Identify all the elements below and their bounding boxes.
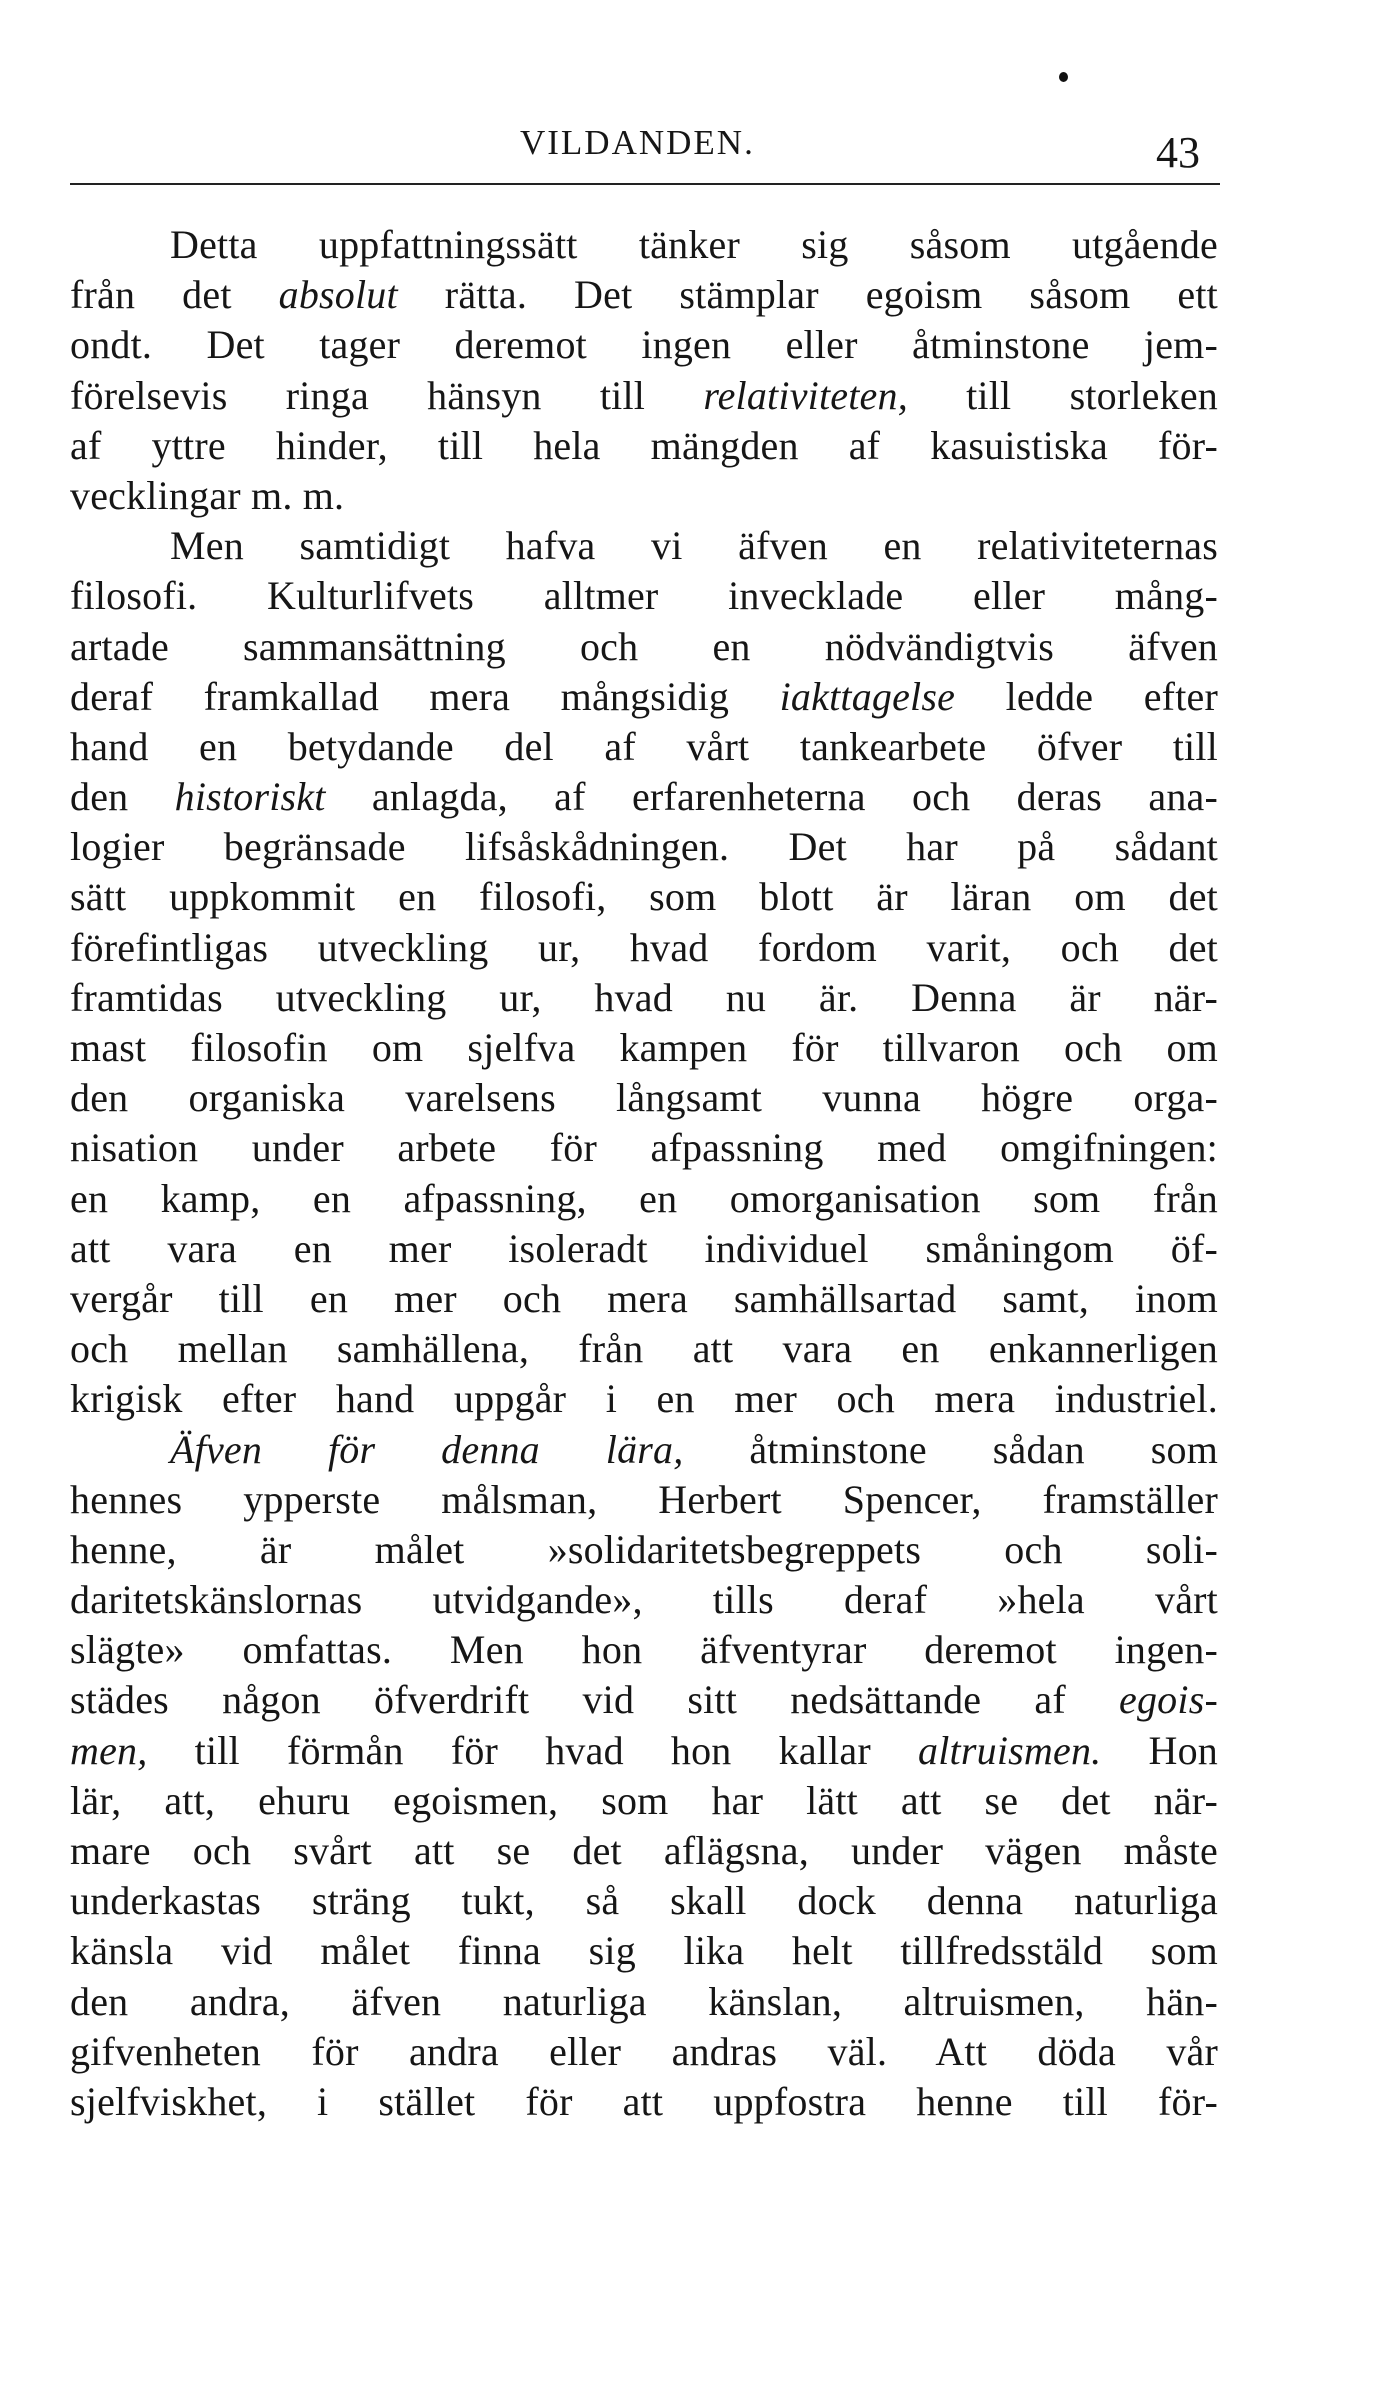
text-line (70, 1425, 1218, 1475)
text-run: mast filosofin om sjelfva kampen för tillvaron och om (70, 1025, 1218, 1070)
text-line (70, 1073, 1218, 1123)
text-run: att vara en mer isoleradt individuel småningom öf- (70, 1225, 1218, 1271)
text-line (70, 1625, 1218, 1675)
running-title: VILDANDEN. (520, 123, 755, 162)
text-run: en kamp, en afpassning, en omorganisation som från (70, 1175, 1218, 1221)
text-line (70, 1174, 1218, 1224)
text-run: städes någon öfverdrift vid sitt nedsättande af (70, 1677, 1120, 1723)
text-run: af yttre hinder, till hela mängden af kasuistiska för- (70, 422, 1218, 468)
italic-text: iakttagelse (779, 673, 956, 719)
italic-text: relativiteten, (703, 372, 908, 418)
text-line (70, 1876, 1218, 1926)
text-line (70, 872, 1218, 922)
text-run: till storleken (907, 372, 1218, 418)
text-line (70, 1274, 1218, 1324)
text-line (70, 822, 1218, 872)
italic-text: Äfven för denna lära, (170, 1426, 684, 1472)
text-run: den (70, 774, 175, 820)
page-number: 43 (1156, 128, 1200, 177)
text-run: den organiska varelsens långsamt vunna högre orga- (70, 1075, 1218, 1121)
text-run: krigisk efter hand uppgår i en mer och mera industriel. (70, 1376, 1218, 1422)
italic-text: absolut (278, 272, 398, 318)
text-run: Hon (1101, 1727, 1219, 1773)
text-run: artade sammansättning och en nödvändigtvis äfven (70, 623, 1218, 669)
text-line (70, 1726, 1218, 1776)
print-speck (1059, 72, 1068, 82)
text-run: till förmån för hvad hon kallar (147, 1727, 919, 1773)
text-run: underkastas sträng tukt, så skall dock denna naturliga (70, 1878, 1218, 1924)
text-run: Men samtidigt hafva vi äfven en relativiteternas (170, 523, 1218, 569)
text-line (70, 1023, 1218, 1073)
italic-text: egois- (1119, 1677, 1218, 1723)
text-line (70, 973, 1218, 1023)
text-line (70, 220, 1218, 270)
text-line (70, 2077, 1218, 2127)
text-run: vecklingar m. m. (70, 472, 345, 518)
text-run: gifvenheten för andra eller andras väl. Att döda vår (70, 2028, 1218, 2074)
text-line (70, 1575, 1218, 1625)
text-run: från det (70, 272, 279, 318)
text-run: hennes ypperste målsman, Herbert Spencer, framställer (70, 1476, 1218, 1522)
text-line (70, 371, 1218, 421)
text-line (70, 1123, 1218, 1173)
text-run: den andra, äfven naturliga känslan, altruismen, hän- (70, 1978, 1218, 2024)
text-run: deraf framkallad mera mångsidig (70, 673, 780, 719)
italic-text: altruismen. (918, 1727, 1102, 1773)
text-run: rätta. Det stämplar egoism såsom ett (397, 272, 1218, 318)
text-line (70, 1977, 1218, 2027)
italic-text: men, (70, 1727, 148, 1773)
text-run: mare och svårt att se det aflägsna, under vägen måste (70, 1828, 1218, 1873)
text-run: daritetskänslornas utvidgande», tills deraf »hela vårt (70, 1577, 1218, 1623)
text-run: hand en betydande del af vårt tankearbete öfver till (70, 723, 1218, 769)
text-run: framtidas utveckling ur, hvad nu är. Denna är när- (70, 974, 1218, 1020)
text-line (70, 1374, 1218, 1424)
text-line (70, 1224, 1218, 1274)
text-line (70, 471, 1218, 521)
text-run: slägte» omfattas. Men hon äfventyrar deremot ingen- (70, 1627, 1218, 1673)
text-line (70, 320, 1218, 370)
text-run: förelsevis ringa hänsyn till (70, 372, 704, 418)
text-run: förefintligas utveckling ur, hvad fordom varit, och det (70, 924, 1218, 970)
text-line (70, 722, 1218, 772)
text-run: lär, att, ehuru egoismen, som har lätt att se det när- (70, 1777, 1218, 1823)
text-line (70, 1475, 1218, 1525)
text-line (70, 923, 1218, 973)
text-run: sjelfviskhet, i stället för att uppfostra henne till för- (70, 2078, 1218, 2124)
text-line (70, 421, 1218, 471)
text-run: filosofi. Kulturlifvets alltmer invecklade eller mång- (70, 573, 1218, 619)
text-line (70, 1324, 1218, 1374)
text-line (70, 521, 1218, 571)
text-line (70, 672, 1218, 722)
text-line (70, 1776, 1218, 1826)
text-line (70, 270, 1218, 320)
page-header (70, 105, 1220, 185)
text-line (70, 772, 1218, 822)
text-line (70, 1826, 1218, 1876)
text-line (70, 622, 1218, 672)
italic-text: historiskt (174, 774, 326, 820)
text-run: nisation under arbete för afpassning med omgifningen: (70, 1125, 1218, 1171)
body-text (70, 220, 1218, 2127)
text-line (70, 2027, 1218, 2077)
text-run: och mellan samhällena, från att vara en enkannerligen (70, 1326, 1218, 1372)
text-line (70, 1675, 1218, 1725)
text-run: ledde efter (955, 673, 1218, 719)
text-run: åtminstone sådan som (683, 1426, 1219, 1472)
text-run: känsla vid målet finna sig lika helt tillfredsstäld som (70, 1928, 1218, 1974)
text-line (70, 1525, 1218, 1575)
text-run: sätt uppkommit en filosofi, som blott är läran om det (70, 874, 1218, 920)
text-line (70, 1926, 1218, 1976)
text-run: anlagda, af erfarenheterna och deras ana- (325, 774, 1218, 820)
header-rule (70, 183, 1220, 185)
text-run: henne, är målet »solidaritetsbegreppets och soli- (70, 1526, 1218, 1572)
text-line (70, 571, 1218, 621)
text-run: logier begränsade lifsåskådningen. Det har på sådant (70, 824, 1218, 870)
text-run: vergår till en mer och mera samhällsartad samt, inom (70, 1275, 1218, 1321)
text-run: ondt. Det tager deremot ingen eller åtminstone jem- (70, 322, 1218, 368)
text-run: Detta uppfattningssätt tänker sig såsom utgående (170, 222, 1218, 267)
